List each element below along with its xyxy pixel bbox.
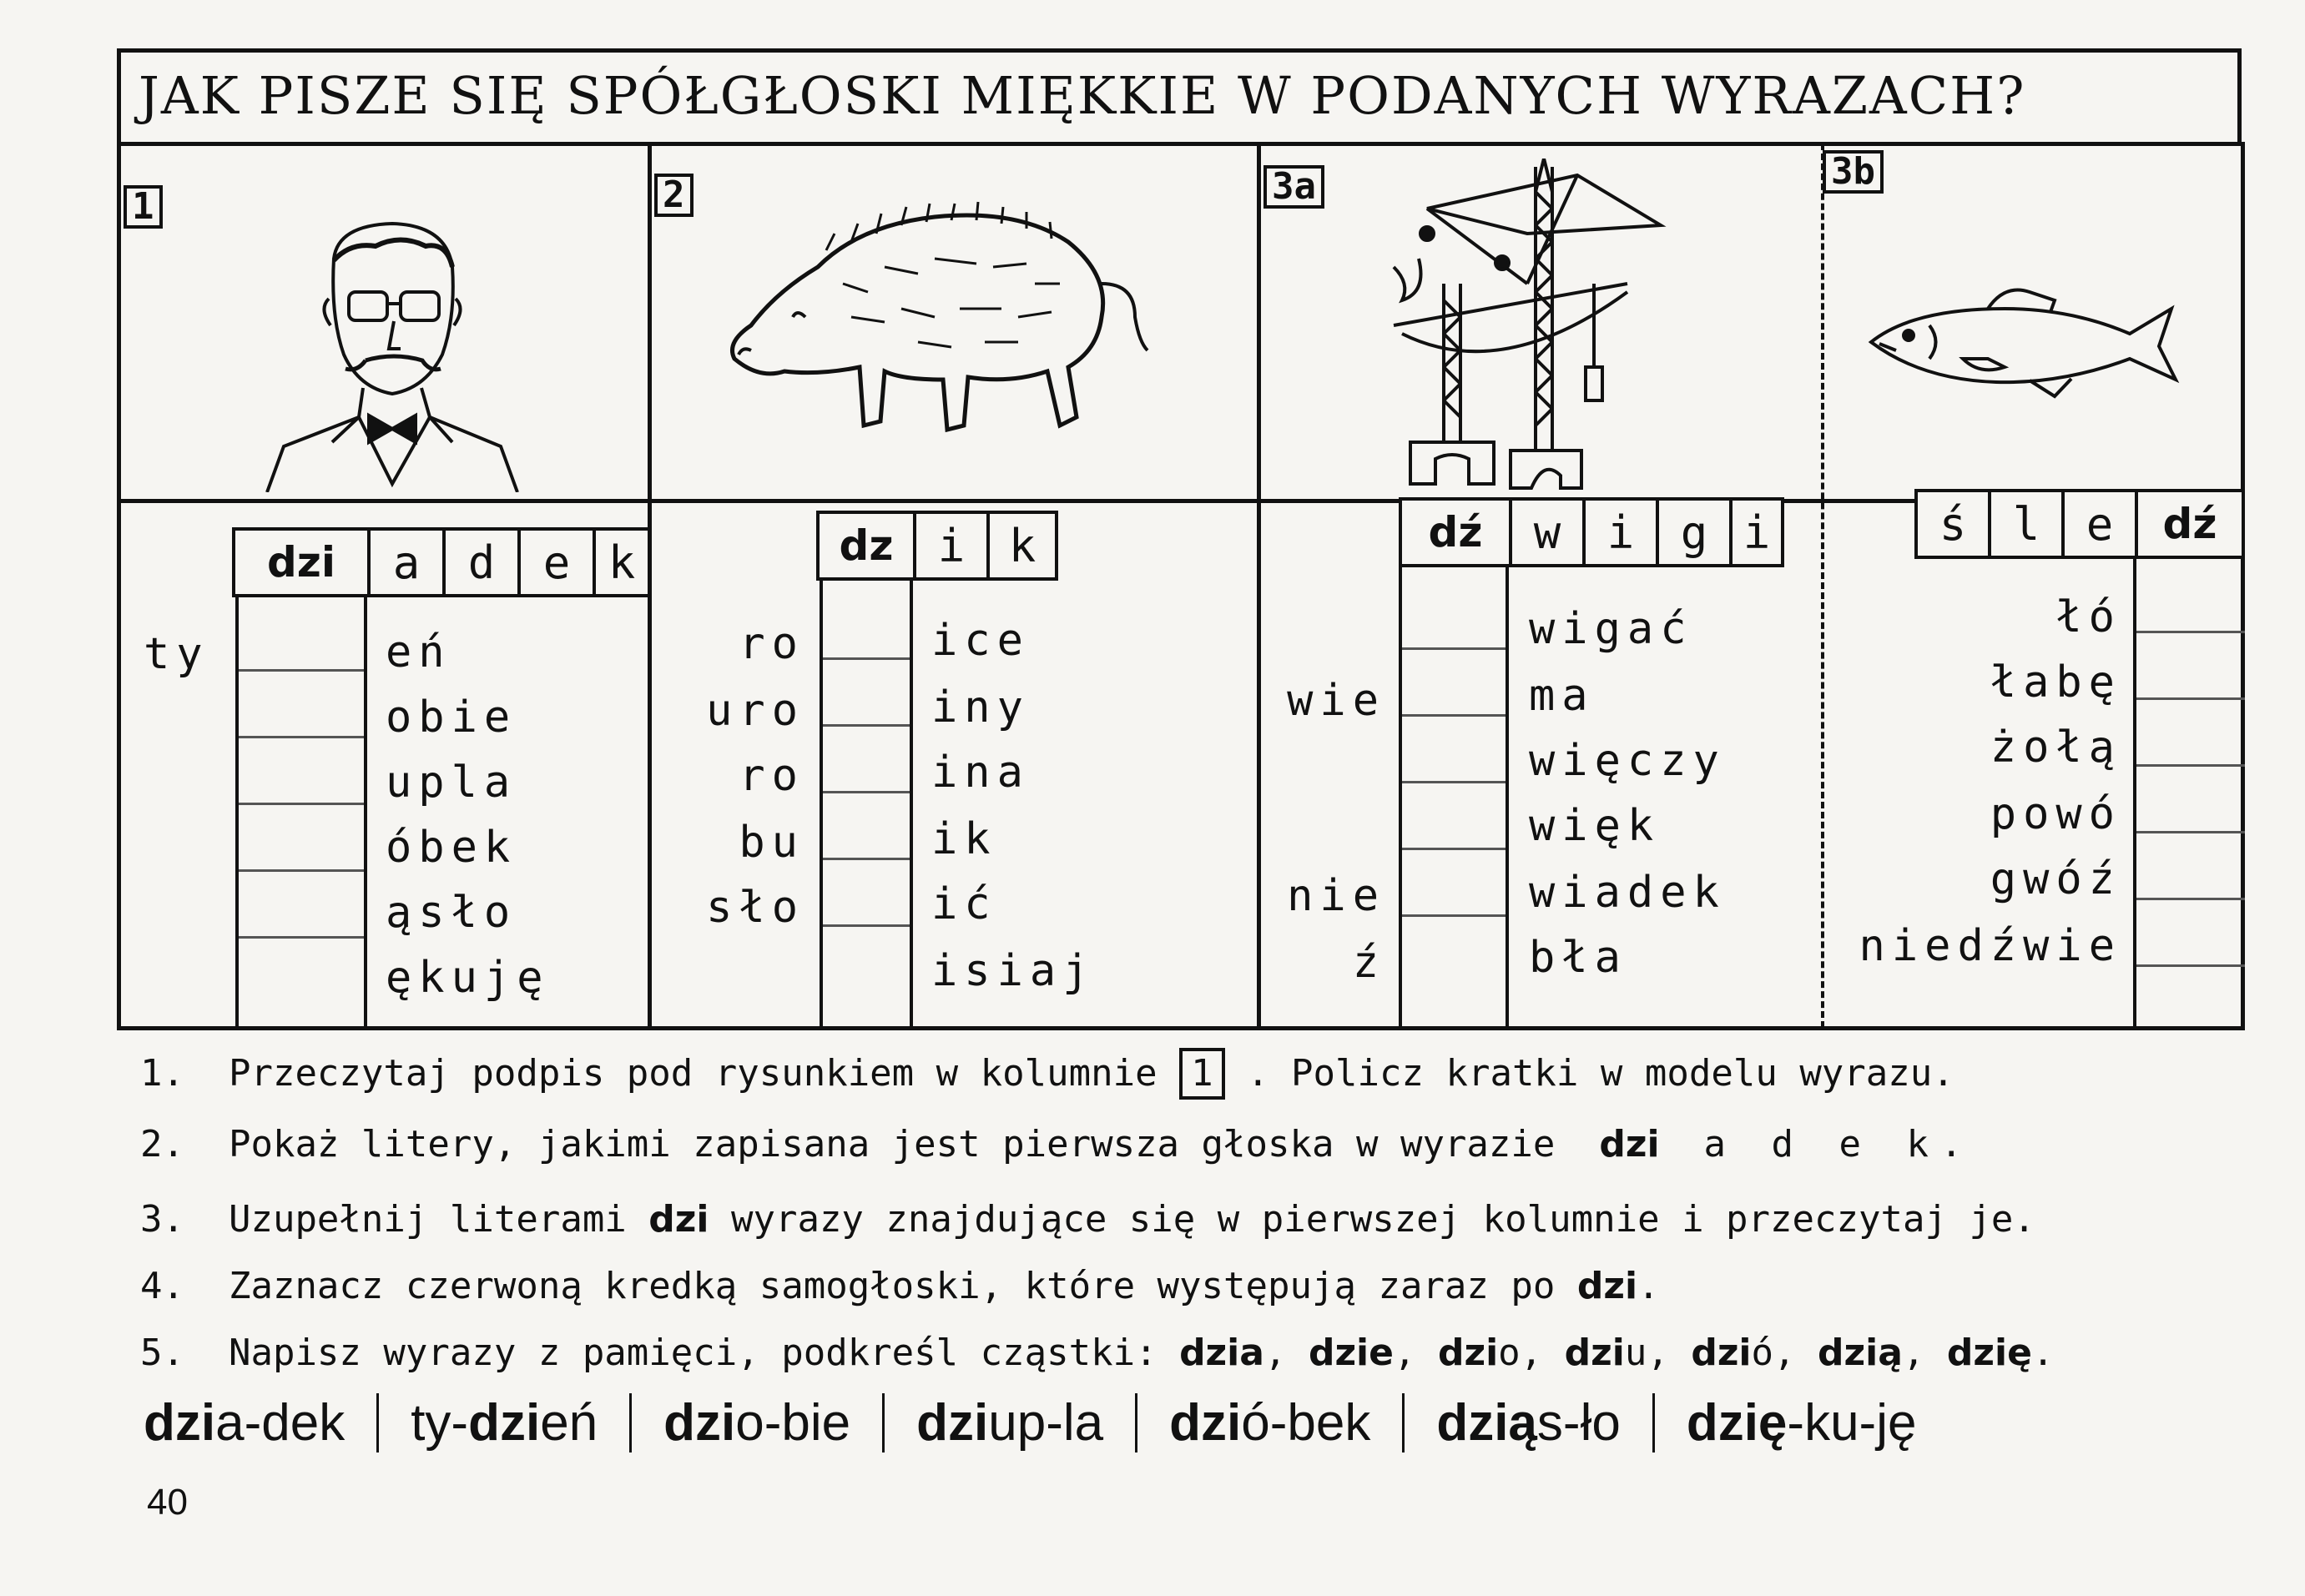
col3b-model-cell: ś <box>1918 492 1991 556</box>
blank-line <box>239 669 364 672</box>
panel-number-2: 2 <box>654 174 694 217</box>
divider-2-3 <box>1257 143 1261 1028</box>
col2-suffix: ice <box>931 616 1030 666</box>
blank-line <box>2136 831 2245 833</box>
blank-line <box>1402 914 1506 917</box>
syllable-word <box>1655 1393 1917 1453</box>
man-portrait-icon <box>259 209 526 492</box>
instruction-text: . <box>1637 1265 1660 1307</box>
col1-right-border <box>648 597 652 1028</box>
col3b-prefix: łabę <box>1990 657 2121 707</box>
blank-line <box>2136 764 2245 767</box>
panel-number-1: 1 <box>124 185 163 229</box>
col3a-suffix: bła <box>1529 933 1627 983</box>
col3b-prefix: gwóź <box>1990 854 2121 904</box>
instruction-text: Pokaż litery, jakimi zapisana jest pierwsza głoska w wyrazie <box>228 1123 1556 1166</box>
bold-syllable: dzi <box>916 1393 989 1452</box>
col2-blank-column <box>820 581 913 1028</box>
col1-blank-column <box>235 597 367 1028</box>
syllable-rest: -ku-ję <box>1787 1393 1917 1452</box>
col3a-prefix: ź <box>1352 938 1385 988</box>
col1-suffix: óbek <box>386 823 517 873</box>
syllable-word <box>885 1393 1137 1453</box>
instruction-2 <box>140 1123 1974 1166</box>
col2-suffix: iny <box>931 682 1030 733</box>
col3a-suffix: więczy <box>1529 736 1726 786</box>
instruction-text: o, <box>1498 1332 1543 1374</box>
col2-model-cell: i <box>916 514 990 577</box>
col3a-suffix: więk <box>1529 801 1661 851</box>
bold-syllable: dzię <box>1946 1332 2032 1374</box>
syllable-word <box>379 1393 632 1453</box>
blank-line <box>239 803 364 805</box>
syllable-words-row <box>144 1377 2280 1468</box>
col2-prefix: ro <box>739 619 804 669</box>
bold-syllable: dzi <box>1691 1332 1752 1374</box>
blank-line <box>1402 647 1506 650</box>
instruction-text: ó, <box>1751 1332 1796 1374</box>
blank-line <box>2136 697 2245 700</box>
instruction-text: , <box>1263 1332 1287 1374</box>
blank-line <box>1402 848 1506 850</box>
blank-line <box>1402 714 1506 717</box>
blank-line <box>2136 898 2245 900</box>
syllable-word <box>632 1393 885 1453</box>
col3b-prefix: łó <box>2055 592 2121 642</box>
bold-syllable: dzią <box>1436 1393 1537 1452</box>
col1-suffix: ękuję <box>386 953 550 1003</box>
col3a-model-cell: i <box>1586 501 1659 564</box>
col3a-suffix: wiadek <box>1529 868 1726 918</box>
bold-syllable: dzi <box>1437 1332 1499 1374</box>
bold-syllable: dzi <box>648 1198 709 1241</box>
syllable-rest: s-ło <box>1536 1393 1621 1452</box>
instruction-text: wyrazy znajdujące się w pierwszej kolumnie i przeczytaj je. <box>730 1198 2035 1241</box>
cranes-icon <box>1377 159 1694 492</box>
instruction-text: . Policz kratki w modelu wyrazu. <box>1247 1052 1954 1095</box>
col3a-model-cell: dź <box>1402 501 1512 564</box>
bold-syllable: dzi <box>663 1393 736 1452</box>
instruction-text: Napisz wyrazy z pamięci, podkreśl cząstki: <box>228 1332 1158 1374</box>
syllable-rest: up-la <box>988 1393 1104 1452</box>
col3b-model-cell: dź <box>2162 500 2217 548</box>
blank-line <box>239 936 364 939</box>
col1-model-cell: k <box>608 536 636 589</box>
instruction-number: 2. <box>140 1123 184 1166</box>
col1-model-cell: d <box>446 531 521 594</box>
instruction-text: Przeczytaj podpis pod rysunkiem w kolumnie <box>228 1052 1158 1095</box>
col3b-prefix: powó <box>1990 789 2121 839</box>
syllable-rest: a-dek <box>215 1393 345 1452</box>
col3a-model-cell: i <box>1743 506 1771 559</box>
col2-suffix: ić <box>931 879 997 929</box>
instruction-number: 4. <box>140 1265 184 1307</box>
col2-suffix: ik <box>931 814 997 864</box>
col2-model-cell: dz <box>820 514 916 577</box>
col1-model-cell: e <box>521 531 596 594</box>
wild-boar-icon <box>718 192 1168 451</box>
col3a-model-cell: w <box>1512 501 1586 564</box>
instruction-number: 3. <box>140 1198 184 1241</box>
bold-syllable: dzi <box>1576 1265 1638 1307</box>
bold-syllable: dzię <box>1686 1393 1788 1452</box>
col1-prefix: ty <box>144 629 209 679</box>
syllable-rest: ó-bek <box>1241 1393 1371 1452</box>
blank-line <box>823 924 910 927</box>
col1-suffix: ąsło <box>386 888 517 938</box>
col2-word-model <box>816 511 1058 581</box>
col1-suffix: obie <box>386 692 517 743</box>
blank-line <box>823 791 910 793</box>
bold-syllable: dzie <box>1308 1332 1394 1374</box>
col3a-suffix: wigać <box>1529 604 1693 654</box>
col3a-word-model <box>1399 497 1784 567</box>
instruction-5 <box>140 1332 2054 1374</box>
bold-syllable: dzi <box>1169 1393 1242 1452</box>
col2-prefix: uro <box>706 686 804 736</box>
divider-3a-3b <box>1821 143 1824 1028</box>
syllable-prefix: ty- <box>411 1393 469 1452</box>
col1-suffix: upla <box>386 758 517 808</box>
syllable-word <box>1405 1393 1655 1453</box>
page-number: 40 <box>147 1482 188 1523</box>
col1-model-cell: a <box>371 531 446 594</box>
blank-line <box>2136 964 2245 967</box>
col2-prefix: bu <box>739 818 804 868</box>
col3a-prefix: wie <box>1287 676 1385 726</box>
col3a-model-cell: g <box>1659 501 1733 564</box>
col2-prefix: sło <box>706 883 804 933</box>
bold-syllable: dzi <box>1599 1123 1660 1166</box>
col3b-prefix: żołą <box>1990 722 2121 773</box>
col3b-model-cell: e <box>2065 492 2138 556</box>
col3a-suffix: ma <box>1529 671 1595 721</box>
blank-line <box>239 736 364 738</box>
worksheet-title: JAK PISZE SIĘ SPÓŁGŁOSKI MIĘKKIE W PODANYCH WYRAZACH? <box>139 65 2026 126</box>
blank-line <box>239 869 364 872</box>
col3b-blank-column <box>2133 559 2245 1028</box>
col2-prefix: ro <box>739 751 804 801</box>
panel-number-3a: 3a <box>1263 165 1324 209</box>
bold-syllable: dzi <box>144 1393 216 1452</box>
col1-model-cell: dzi <box>235 531 371 594</box>
col3a-blank-column <box>1399 567 1509 1028</box>
bold-syllable: dzi <box>468 1393 541 1452</box>
col3b-model-cell: l <box>1991 492 2065 556</box>
instruction-1 <box>140 1048 1954 1100</box>
instruction-number: 1. <box>140 1052 184 1095</box>
instruction-text: , <box>1902 1332 1925 1374</box>
col1-suffix: eń <box>386 627 451 677</box>
syllable-word <box>144 1393 379 1453</box>
bold-syllable: dzi <box>1564 1332 1625 1374</box>
instruction-3 <box>140 1198 2035 1241</box>
syllable-rest: o-bie <box>735 1393 851 1452</box>
bold-syllable: dzia <box>1179 1332 1264 1374</box>
syllable-word <box>1137 1393 1405 1453</box>
instruction-text: Uzupełnij literami <box>228 1198 627 1241</box>
instruction-number: 5. <box>140 1332 184 1374</box>
blank-line <box>823 858 910 860</box>
herring-fish-icon <box>1863 275 2180 409</box>
blank-line <box>823 724 910 727</box>
instruction-text: . <box>2031 1332 2055 1374</box>
col3b-prefix: niedźwie <box>1859 921 2121 971</box>
syllable-rest: eń <box>540 1393 598 1452</box>
instruction-text: u, <box>1624 1332 1669 1374</box>
col2-suffix: ina <box>931 748 1030 798</box>
col2-suffix: isiaj <box>931 946 1096 996</box>
col1-word-model <box>232 527 651 597</box>
instruction-text: Zaznacz czerwoną kredką samogłoski, które występują zaraz po <box>228 1265 1556 1307</box>
instruction-text: , <box>1393 1332 1416 1374</box>
instruction-4 <box>140 1265 1660 1307</box>
instruction-text: a d e k. <box>1703 1123 1975 1166</box>
column-ref-box: 1 <box>1179 1048 1225 1100</box>
blank-line <box>823 657 910 660</box>
blank-line <box>2136 631 2245 633</box>
col3b-word-model <box>1914 489 2245 559</box>
col2-model-cell: k <box>1008 519 1036 572</box>
panel-number-3b: 3b <box>1823 150 1884 194</box>
col3a-prefix: nie <box>1287 871 1385 921</box>
bold-syllable: dzią <box>1818 1332 1903 1374</box>
blank-line <box>1402 781 1506 783</box>
